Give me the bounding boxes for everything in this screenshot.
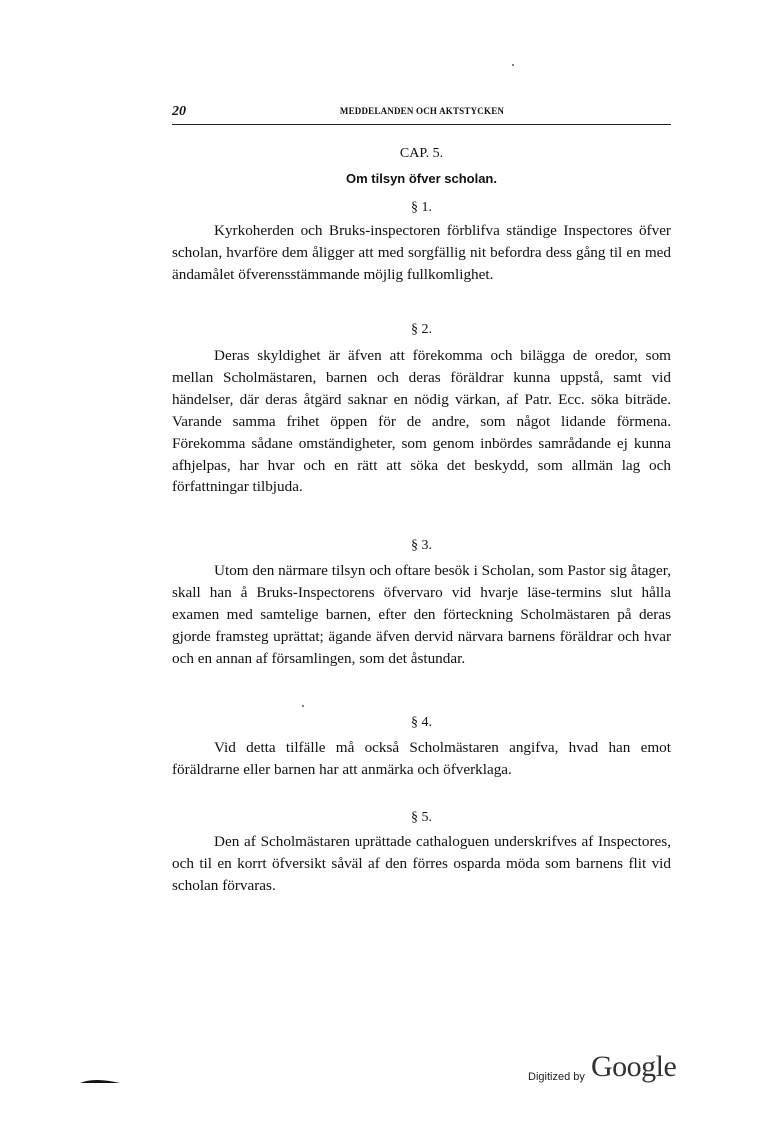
section-text-1: Kyrkoherden och Bruks-inspectoren förblifva ständige Inspectores öfver scholan, hvarföre dem åligger att med sorgfällig nit befordra dess gång til en med ändamålet öfverensstämmande möjlig fullkomlighet. (172, 222, 671, 283)
section-text-2: Deras skyldighet är äfven att förekomma och bilägga de oredor, som mellan Scholmästaren, barnen och deras föräldrar kunna uppstå, samt vid händelser, där deras åtgärd saknar en nödig värkan, af Patr. Ecc. söka biträde. Varande samma frihet öppen för de andre, som något lidande förmena. Förekomma sådane omständigheter, som genom inbördes samrådande ej kunna afhjelpas, har hvar och en rätt att söka det beskydd, som allmän lag och författningar tilbjuda. (172, 347, 671, 496)
chapter-label: CAP. 5. (399, 146, 444, 161)
section-heading-2: § 2. (411, 322, 432, 337)
digitized-watermark (528, 1050, 688, 1090)
page-header (172, 104, 672, 122)
header-rule (172, 124, 671, 125)
scan-mark-icon (80, 1078, 120, 1084)
google-logo-text: Google (591, 1050, 677, 1083)
running-title: MEDDELANDEN OCH AKTSTYCKEN (339, 106, 505, 116)
page-number: 20 (172, 104, 186, 119)
section-heading-4: § 4. (411, 715, 432, 730)
section-heading-3: § 3. (411, 538, 432, 553)
section-heading-1: § 1. (411, 200, 432, 215)
scan-speck (302, 705, 304, 707)
section-text-3: Utom den närmare tilsyn och oftare besök i Scholan, som Pastor sig åtager, skall han å Bruks-Inspectorens öfvervaro vid hvarje läse-termins slut hålla examen med samtelige barnen, efter den förteckning Scholmästaren på deras gjorde framsteg uprättat; ägande äfven dervid närvara barnens föräldrar och hvar och en annan af församlingen, som det åstundar. (172, 562, 671, 667)
digitized-label: Digitized by (528, 1071, 585, 1083)
section-text-5: Den af Scholmästaren uprättade cathaloguen underskrifves af Inspectores, och til en korrt öfversikt såväl af den förres osparda möda som barnens flit vid scholan förvaras. (172, 833, 671, 894)
scan-speck (512, 64, 514, 66)
chapter-title: Om tilsyn öfver scholan. (346, 171, 497, 186)
section-text-4: Vid detta tilfälle må också Scholmästaren angifva, hvad han emot föräldrarne eller barnen har att anmärka och öfverklaga. (172, 739, 671, 778)
section-heading-5: § 5. (411, 810, 432, 825)
